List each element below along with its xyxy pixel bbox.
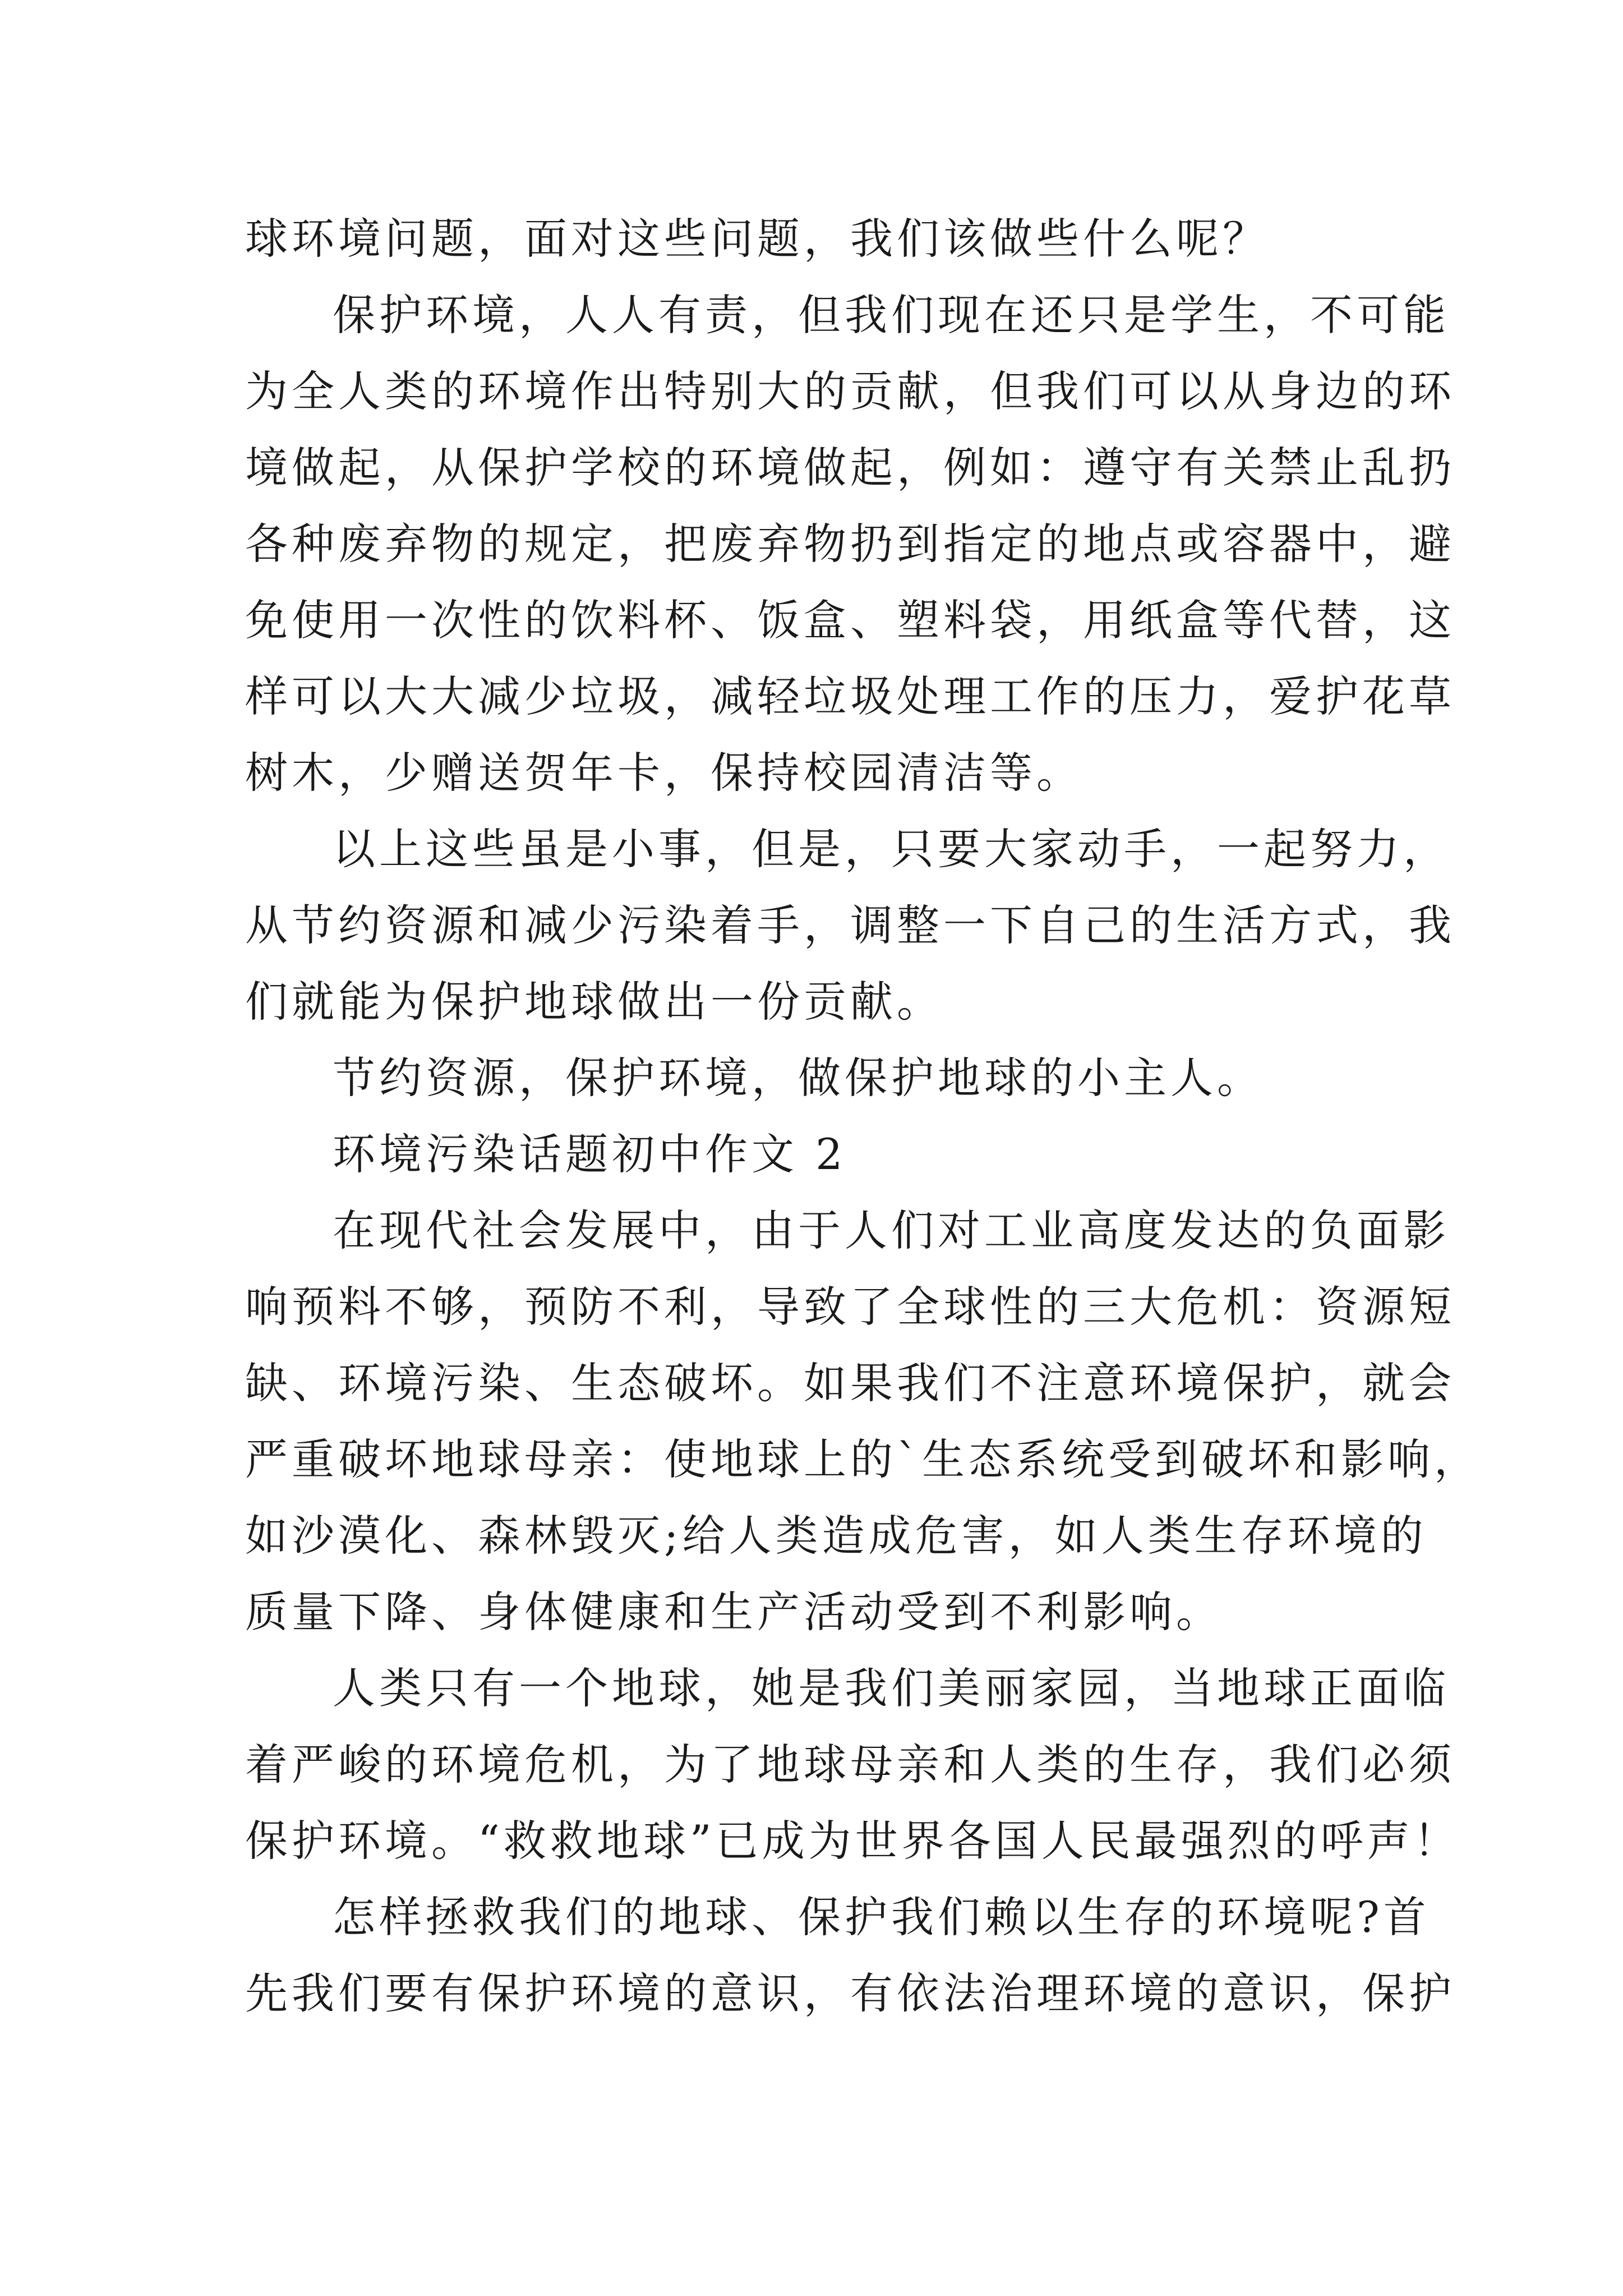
text-line: 为全人类的环境作出特别大的贡献，但我们可以从身边的环 bbox=[245, 366, 1455, 416]
text-line: 树木，少赠送贺年卡，保持校园清洁等。 bbox=[245, 748, 1083, 798]
text-line: 从节约资源和减少污染着手，调整一下自己的生活方式，我 bbox=[245, 900, 1455, 950]
text-line: 质量下降、身体健康和生产活动受到不利影响。 bbox=[245, 1587, 1223, 1637]
text-line: 人类只有一个地球，她是我们美丽家园，当地球正面临 bbox=[333, 1663, 1450, 1713]
text-line: 样可以大大减少垃圾，减轻垃圾处理工作的压力，爱护花草 bbox=[245, 671, 1455, 721]
text-line: 怎样拯救我们的地球、保护我们赖以生存的环境呢?首 bbox=[333, 1892, 1430, 1942]
text-line: 着严峻的环境危机，为了地球母亲和人类的生存，我们必须 bbox=[245, 1740, 1455, 1789]
text-line: 保护环境。“救救地球”已成为世界各国人民最强烈的呼声！ bbox=[245, 1816, 1460, 1866]
text-line: 球环境问题，面对这些问题，我们该做些什么呢？ bbox=[245, 214, 1269, 264]
text-line: 节约资源，保护环境，做保护地球的小主人。 bbox=[333, 1053, 1264, 1103]
text-line: 们就能为保护地球做出一份贡献。 bbox=[245, 977, 943, 1027]
text-line: 严重破坏地球母亲：使地球上的`生态系统受到破坏和影响， bbox=[245, 1434, 1481, 1484]
text-line: 各种废弃物的规定，把废弃物扔到指定的地点或容器中，避 bbox=[245, 519, 1455, 569]
text-line: 缺、环境污染、生态破坏。如果我们不注意环境保护，就会 bbox=[245, 1358, 1455, 1408]
text-line: 境做起，从保护学校的环境做起，例如：遵守有关禁止乱扔 bbox=[245, 443, 1455, 493]
section-heading: 环境污染话题初中作文 2 bbox=[333, 1129, 847, 1179]
text-line: 免使用一次性的饮料杯、饭盒、塑料袋，用纸盒等代替，这 bbox=[245, 595, 1455, 645]
text-line: 响预料不够，预防不利，导致了全球性的三大危机：资源短 bbox=[245, 1282, 1455, 1332]
text-line: 以上这些虽是小事，但是，只要大家动手，一起努力， bbox=[333, 824, 1450, 874]
text-line: 在现代社会发展中，由于人们对工业高度发达的负面影 bbox=[333, 1205, 1450, 1255]
text-line: 如沙漠化、森林毁灭;给人类造成危害，如人类生存环境的 bbox=[245, 1511, 1427, 1561]
text-line: 保护环境，人人有责，但我们现在还只是学生，不可能 bbox=[333, 290, 1450, 340]
text-line: 先我们要有保护环境的意识，有依法治理环境的意识，保护 bbox=[245, 1968, 1455, 2018]
essay-body bbox=[245, 201, 1481, 2032]
